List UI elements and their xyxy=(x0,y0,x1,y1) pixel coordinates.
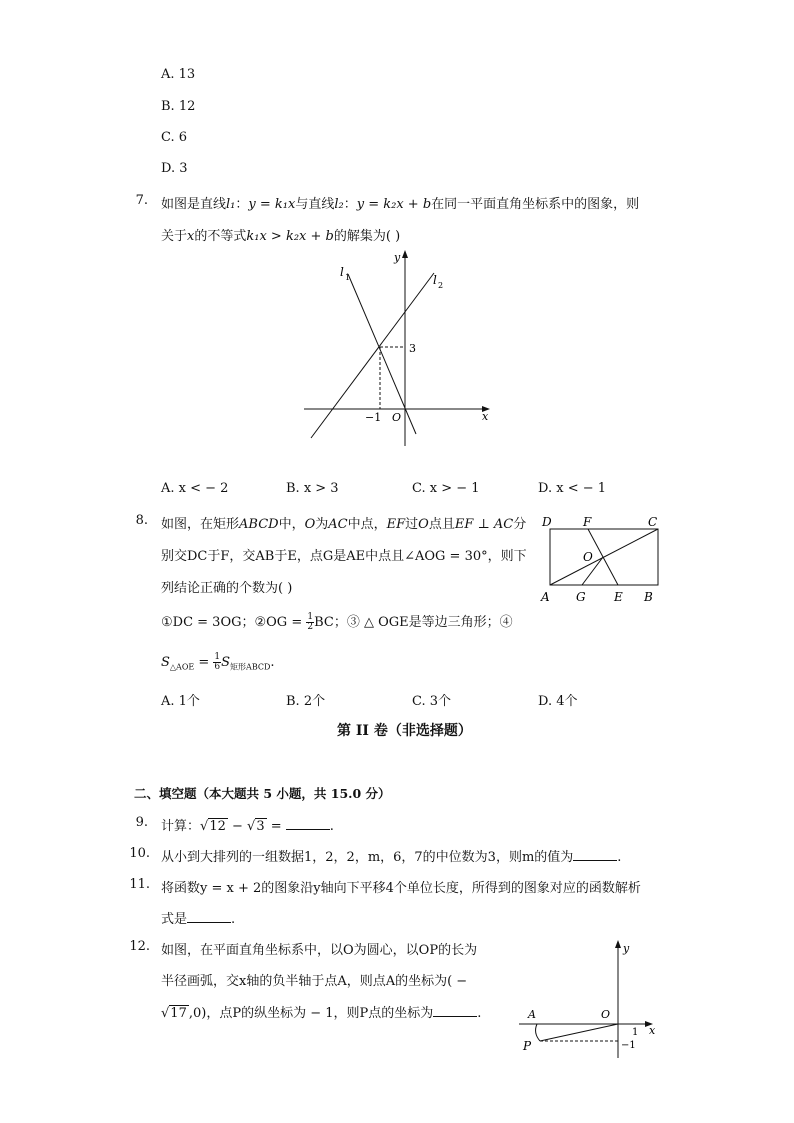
x-axis-label: x xyxy=(649,1024,656,1037)
q7-option-b: B. x > 3 xyxy=(286,481,339,496)
question-7-line2: 关于x的不等式k₁x > k₂x + b的解集为( ) xyxy=(161,229,401,244)
l1-label: l xyxy=(340,265,344,279)
answer-blank[interactable] xyxy=(286,818,330,830)
fill-in-section-title: 二、填空题（本大题共 5 小题，共 15.0 分） xyxy=(134,786,391,801)
q8-option-a: A. 1个 xyxy=(161,694,200,709)
y-axis-arrow xyxy=(615,940,621,948)
answer-blank[interactable] xyxy=(573,849,617,861)
y-axis-label: y xyxy=(394,251,401,264)
point-p-label: P xyxy=(523,1039,532,1053)
q8-option-b: B. 2个 xyxy=(286,694,326,709)
question-8-statements-line1: ①DC = 3OG；②OG = $\frac{1}{2}$ BC；③ △ OGE是等边三角形；④ xyxy=(161,612,513,632)
origin-label: O xyxy=(601,1008,611,1021)
question-8-statements-line2: $S_{\triangle AOE}$ = $\frac{1}{6}$ $S_{矩形ABCD}$. xyxy=(161,652,275,672)
tick-neg1-label: −1 xyxy=(365,411,382,424)
label-f: F xyxy=(583,515,592,529)
sqrt-symbol: √ xyxy=(161,1006,170,1021)
label-d: D xyxy=(542,515,552,529)
question-8-figure xyxy=(538,513,668,603)
question-7-number: 7. xyxy=(135,193,148,208)
arc-pa xyxy=(536,1024,540,1041)
question-12-number: 12. xyxy=(129,939,150,954)
diagonal-ac xyxy=(550,529,658,585)
fraction-one-half: $\frac{1}{2}$ xyxy=(307,612,314,632)
question-12-line3: √17 ,0)，点P的纵坐标为 − 1，则P点的坐标为 . xyxy=(161,1006,482,1021)
question-8-line1: 如图，在矩形ABCD中，O为AC中点，EF过O点且EF ⊥ AC分 xyxy=(161,517,527,532)
label-b: B xyxy=(644,590,653,603)
prev-option-d: D. 3 xyxy=(161,161,188,176)
line-l1 xyxy=(348,274,416,434)
question-12-line1: 如图，在平面直角坐标系中，以O为圆心，以OP的长为 xyxy=(161,943,478,958)
y-axis-label: y xyxy=(623,942,630,955)
answer-blank[interactable] xyxy=(433,1005,477,1017)
label-e: E xyxy=(614,590,623,603)
tick-1-label: 1 xyxy=(632,1027,639,1038)
sqrt-symbol: √ xyxy=(200,819,209,834)
prev-option-a: A. 13 xyxy=(161,67,196,82)
label-o: O xyxy=(583,550,593,564)
question-12-line2: 半径画弧，交x轴的负半轴于点A，则点A的坐标为( − xyxy=(161,974,468,989)
fraction-one-sixth: $\frac{1}{6}$ xyxy=(214,652,221,672)
question-7-line1: 如图是直线l₁：y = k₁x与直线l₂：y = k₂x + b在同一平面直角坐标系中的图象，则 xyxy=(161,197,640,212)
question-9-text: 计算：√12 − √3 = . xyxy=(161,819,334,834)
answer-blank[interactable] xyxy=(187,911,231,923)
origin-label: O xyxy=(392,411,402,424)
question-11-line1: 将函数y = x + 2的图象沿y轴向下平移4个单位长度，所得到的图象对应的函数解析 xyxy=(161,881,641,896)
tick-3-label: 3 xyxy=(409,342,416,355)
label-c: C xyxy=(648,515,658,529)
question-11-line2: 式是 . xyxy=(161,912,236,927)
x-axis-label: x xyxy=(482,410,489,423)
question-8-number: 8. xyxy=(135,513,148,528)
q7-option-c: C. x > − 1 xyxy=(412,481,480,496)
prev-option-c: C. 6 xyxy=(161,130,188,145)
sqrt-symbol: √ xyxy=(247,819,256,834)
point-a-label: A xyxy=(528,1008,536,1021)
question-11-number: 11. xyxy=(129,877,150,892)
question-8-line2: 别交DC于F，交AB于E，点G是AE中点且∠AOG = 30°，则下 xyxy=(161,549,527,564)
q7-option-d: D. x < − 1 xyxy=(538,481,607,496)
q7-option-a: A. x < − 2 xyxy=(161,481,229,496)
question-10-number: 10. xyxy=(129,846,150,861)
q8-option-d: D. 4个 xyxy=(538,694,578,709)
l2-label: l xyxy=(433,273,437,287)
section-2-title: 第 II 卷（非选择题） xyxy=(337,723,472,739)
question-10-text: 从小到大排列的一组数据1，2，2，m，6，7的中位数为3，则m的值为 . xyxy=(161,850,622,865)
l2-sub: 2 xyxy=(438,281,444,290)
prev-option-b: B. 12 xyxy=(161,99,196,114)
question-8-line3: 列结论正确的个数为( ) xyxy=(161,581,293,596)
question-9-number: 9. xyxy=(135,815,148,830)
l1-sub: 1 xyxy=(345,273,351,282)
segment-op xyxy=(540,1024,618,1041)
label-g: G xyxy=(576,590,586,603)
question-12-figure xyxy=(515,938,665,1063)
q8-option-c: C. 3个 xyxy=(412,694,452,709)
question-7-graph xyxy=(298,248,498,448)
y-axis-arrow xyxy=(402,250,408,258)
label-a: A xyxy=(541,590,550,603)
tick-neg1-label: −1 xyxy=(621,1040,636,1051)
